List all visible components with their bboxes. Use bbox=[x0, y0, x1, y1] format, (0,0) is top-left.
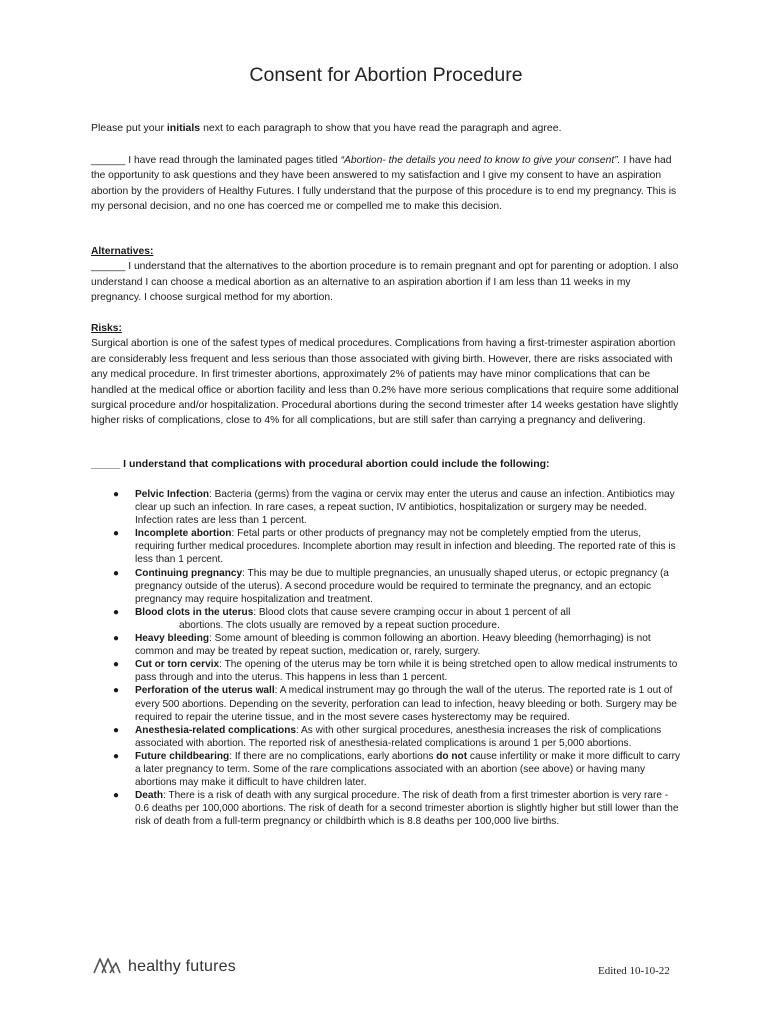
initials-blank: ______ bbox=[91, 155, 126, 166]
logo-text: healthy futures bbox=[128, 958, 236, 975]
edited-date: Edited 10-10-22 bbox=[598, 965, 670, 977]
bullet-icon: ● bbox=[113, 489, 120, 500]
risks-text: Surgical abortion is one of the safest types of medical procedures. Complications from having a first-trimester aspiration abortion are considerably less frequent and less serious than those associated with giving birth. However, there are risks associated with any medical procedure. In first trimester abortions, approximately 2% of patients may have minor complications that can be handled at the medical office or abortion facility and less than 0.2% have more serious complications that require some additional surgical procedure and/or hospitalization. Procedural abortions during the second trimester after 14 weeks gestation have slightly higher risks of complications, close to 4% for all complications, but are still safer than carrying a pregnancy and delivering. bbox=[91, 338, 679, 427]
bullet-icon: ● bbox=[113, 633, 120, 645]
healthy-futures-logo-icon bbox=[92, 955, 122, 980]
initials-blank: _____ bbox=[91, 458, 121, 470]
alternatives-section: Alternatives: ______ I understand that the alternatives to the abortion procedure is to remain pregnant and opt for parenting or adoption. I also understand I can choose a medical abortion as an alternative to an aspiration abortion if I am less than 11 weeks in my pregnancy. I choose surgical method for my abortion. bbox=[91, 244, 681, 306]
consent-paragraph: ______ I have read through the laminated pages titled “Abortion- the details you need to know to give your consent”. I have had the opportunity to ask questions and they have been answered to my satisfaction and I give my consent to have an aspiration abortion by the providers of Healthy Futures. I fully understand that the purpose of this procedure is to end my pregnancy. This is my personal decision, and no one has coerced me or compelled me to make this decision. bbox=[91, 155, 677, 213]
laminated-pages-title: “Abortion- the details you need to know to give your consent”. bbox=[340, 155, 621, 166]
initials-emphasis: initials bbox=[166, 122, 201, 134]
bullet-icon: ● bbox=[113, 567, 120, 579]
bullet-icon: ● bbox=[113, 750, 120, 762]
bullet-icon: ● bbox=[113, 659, 120, 671]
list-item: ● Blood clots in the uterus: Blood clots that cause severe cramping occur in about 1 percent of all abortions. The clots usually are removed by a repeat suction procedure. bbox=[113, 606, 571, 631]
complications-header: _____ I understand that complications with procedural abortion could include the following: bbox=[91, 458, 550, 470]
list-item: ● Future childbearing: If there are no complications, early abortions do not cause infertility or make it more difficult to carry a later pregnancy to term. Some of the rare complications associated with an abortion (see above) or having many abortions may make it difficult to have children later. bbox=[113, 750, 681, 789]
list-item: ● Perforation of the uterus wall: A medical instrument may go through the wall of the uterus. The reported rate is 1 out of every 500 abortions. Depending on the severity, perforation can lead to infection, heavy bleeding or both. Surgery may be required to repair the uterine tissue, and in the most severe cases hysterectomy may be required. bbox=[113, 685, 677, 723]
initials-blank: ______ bbox=[91, 261, 126, 273]
list-item: ● Heavy bleeding: Some amount of bleeding is common following an abortion. Heavy bleeding (hemorrhaging) is not common and may be treated by repeat suction, medication or, rarely, surgery. bbox=[113, 633, 651, 658]
bullet-icon: ● bbox=[113, 724, 120, 736]
list-item: ● Continuing pregnancy: This may be due to multiple pregnancies, an unusually shaped uterus, or ectopic pregnancy (a pregnancy outside of the uterus). A second procedure would be required to terminate the pregnancy, and an ectopic pregnancy may require hospitalization and treatment. bbox=[113, 567, 669, 605]
bullet-icon: ● bbox=[113, 685, 120, 697]
bullet-icon: ● bbox=[113, 528, 120, 540]
risks-section bbox=[91, 321, 681, 429]
alternatives-heading: Alternatives: bbox=[91, 246, 154, 257]
bullet-icon: ● bbox=[113, 790, 120, 802]
page-title: Consent for Abortion Procedure bbox=[249, 64, 523, 86]
list-item: ● Incomplete abortion: Fetal parts or other products of pregnancy may not be completely emptied from the uterus, requiring further medical procedures. Incomplete abortion may result in infection and bleeding. The reported rate of this is less than 1 percent. bbox=[113, 528, 676, 566]
list-item: ● Cut or torn cervix: The opening of the uterus may be torn while it is being stretched open to allow medical instruments to pass through and into the uterus. This happens in less than 1 percent. bbox=[113, 659, 678, 684]
list-item: ● Death: There is a risk of death with any surgical procedure. The risk of death from a first trimester abortion is very rare - 0.6 deaths per 100,000 abortions. The risk of death for a second trimester abortion is slightly higher but still lower than the risk of death from a full-term pregnancy or childbirth which is 8.8 deaths per 100,000 live births. bbox=[113, 790, 679, 828]
list-item: ● Anesthesia-related complications: As with other surgical procedures, anesthesia increases the risk of complications associated with abortion. The reported risk of anesthesia-related complications is around 1 per 5,000 abortions. bbox=[113, 724, 662, 749]
healthy-futures-logo bbox=[92, 956, 236, 978]
list-item: ● Pelvic Infection: Bacteria (germs) from the vagina or cervix may enter the uterus and cause an infection. Antibiotics may clear up such an infection. In rare cases, a repeat suction, IV antibiotics, hospitalization or surgery may be needed. Infection rates are less than 1 percent. bbox=[113, 489, 675, 527]
risks-heading: Risks: bbox=[91, 323, 122, 334]
bullet-icon: ● bbox=[113, 606, 120, 618]
intro-instructions: Please put your initials next to each paragraph to show that you have read the paragraph and agree. bbox=[91, 122, 562, 134]
complications-list bbox=[91, 488, 681, 828]
